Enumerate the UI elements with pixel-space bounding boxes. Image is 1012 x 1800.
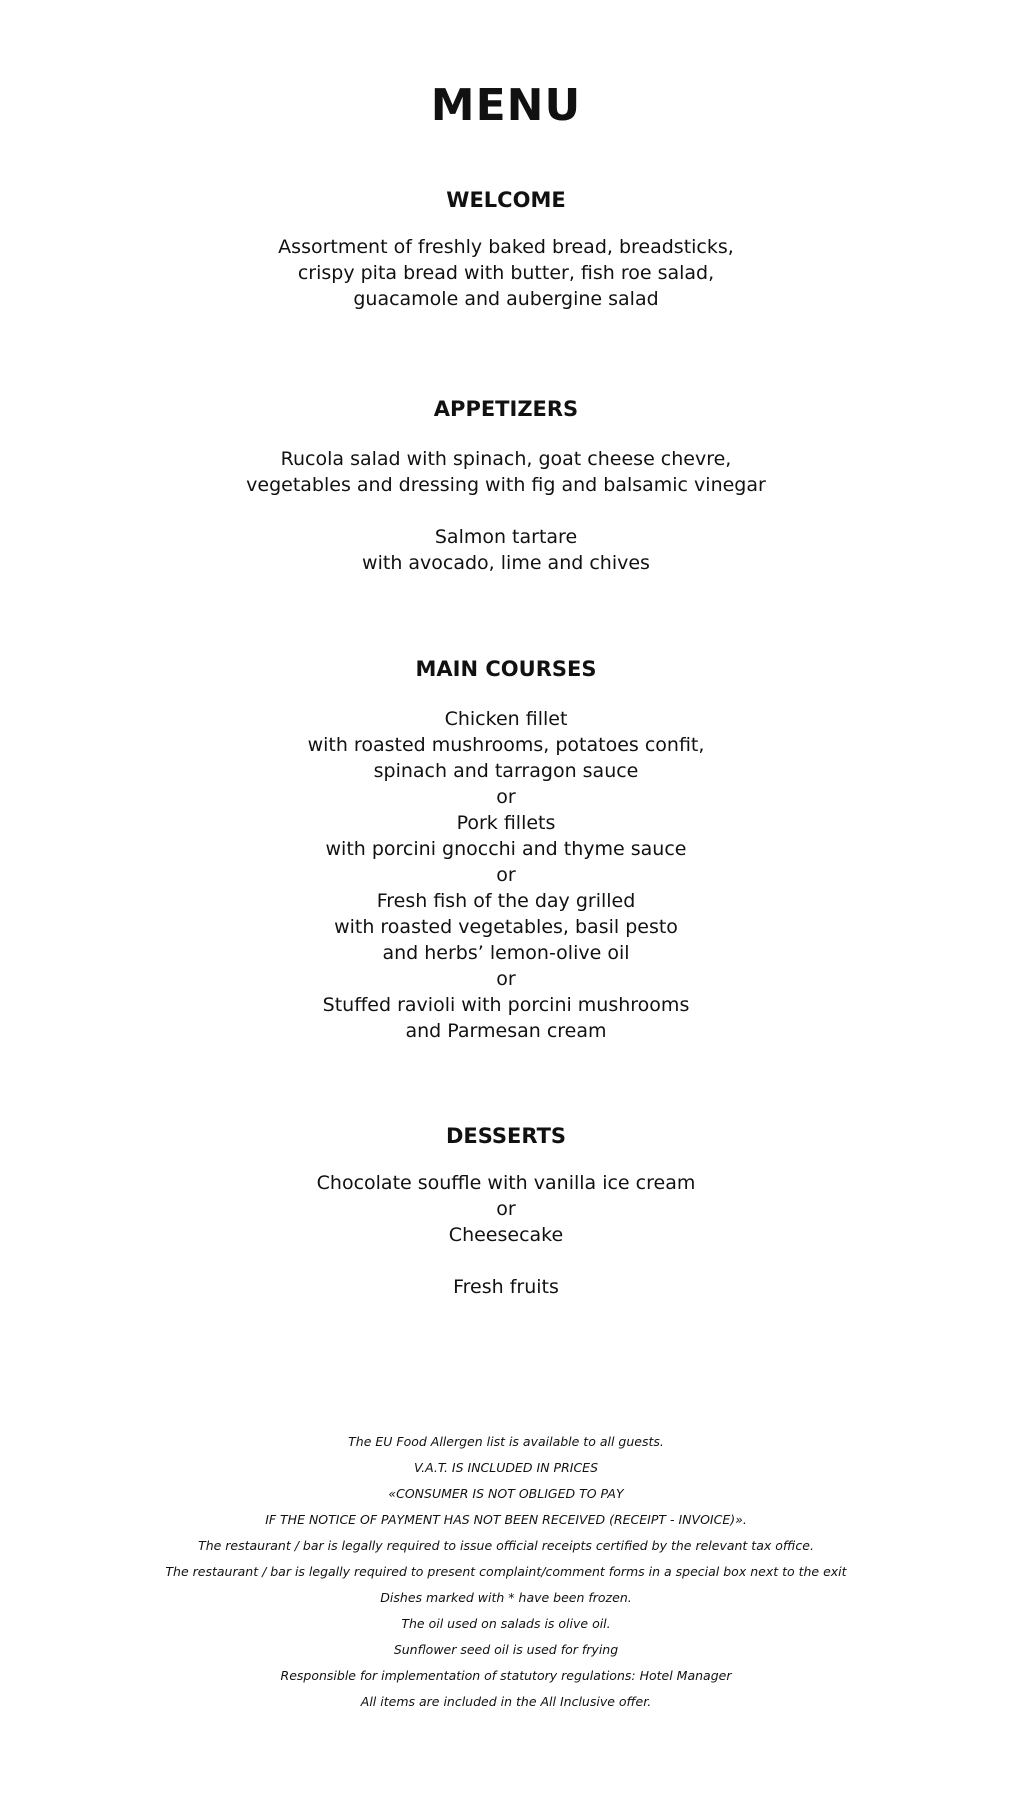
dessert-line: or bbox=[496, 1198, 516, 1220]
main-course-line: with roasted vegetables, basil pesto bbox=[334, 916, 678, 938]
desserts-heading: DESSERTS bbox=[445, 1124, 567, 1148]
welcome-description bbox=[0, 234, 1012, 312]
footer-note: The oil used on salads is olive oil. bbox=[401, 1616, 611, 1631]
legal-footer bbox=[0, 1429, 1012, 1715]
main-course-line: Stuffed ravioli with porcini mushrooms bbox=[322, 994, 690, 1016]
appetizer-item bbox=[0, 446, 1012, 498]
main-courses-section bbox=[0, 655, 1012, 1044]
appetizer-line: Rucola salad with spinach, goat cheese chevre, bbox=[280, 448, 732, 470]
appetizers-heading: APPETIZERS bbox=[433, 397, 579, 421]
appetizer-line: with avocado, lime and chives bbox=[362, 552, 650, 574]
main-course-line: with porcini gnocchi and thyme sauce bbox=[325, 838, 687, 860]
main-course-line: with roasted mushrooms, potatoes confit, bbox=[307, 734, 705, 756]
footer-note: IF THE NOTICE OF PAYMENT HAS NOT BEEN RECEIVED (RECEIPT - INVOICE)». bbox=[265, 1512, 747, 1527]
footer-note: Sunflower seed oil is used for frying bbox=[393, 1642, 619, 1657]
footer-note: The restaurant / bar is legally required to present complaint/comment forms in a special box next to the exit bbox=[165, 1564, 847, 1579]
footer-note: Responsible for implementation of statutory regulations: Hotel Manager bbox=[280, 1668, 732, 1683]
footer-note: All items are included in the All Inclusive offer. bbox=[360, 1694, 652, 1709]
footer-note: The restaurant / bar is legally required to issue official receipts certified by the relevant tax office. bbox=[198, 1538, 814, 1553]
footer-note: Dishes marked with * have been frozen. bbox=[380, 1590, 632, 1605]
dessert-line: Fresh fruits bbox=[453, 1276, 559, 1298]
main-course-line: or bbox=[496, 968, 516, 990]
appetizers-section bbox=[0, 395, 1012, 576]
main-course-line: or bbox=[496, 786, 516, 808]
welcome-line: guacamole and aubergine salad bbox=[353, 288, 659, 310]
main-course-line: Chicken fillet bbox=[444, 708, 568, 730]
main-course-line: Pork fillets bbox=[456, 812, 556, 834]
dessert-item bbox=[0, 1170, 1012, 1248]
appetizer-item bbox=[0, 524, 1012, 576]
welcome-line: crispy pita bread with butter, fish roe salad, bbox=[297, 262, 715, 284]
appetizer-line: Salmon tartare bbox=[434, 526, 578, 548]
desserts-section bbox=[0, 1122, 1012, 1300]
main-course-line: and herbs’ lemon-olive oil bbox=[382, 942, 630, 964]
appetizer-line: vegetables and dressing with fig and balsamic vinegar bbox=[246, 474, 766, 496]
dessert-line: Cheesecake bbox=[448, 1224, 564, 1246]
welcome-line: Assortment of freshly baked bread, breadsticks, bbox=[278, 236, 734, 258]
footer-note: «CONSUMER IS NOT OBLIGED TO PAY bbox=[388, 1486, 624, 1501]
welcome-section bbox=[0, 186, 1012, 312]
dessert-line: Chocolate souffle with vanilla ice cream bbox=[316, 1172, 696, 1194]
footer-note: The EU Food Allergen list is available to all guests. bbox=[348, 1434, 664, 1449]
welcome-heading: WELCOME bbox=[446, 188, 566, 212]
footer-note: V.A.T. IS INCLUDED IN PRICES bbox=[413, 1460, 599, 1475]
main-course-line: Fresh fish of the day grilled bbox=[376, 890, 636, 912]
main-course-line: and Parmesan cream bbox=[405, 1020, 607, 1042]
main-course-line: spinach and tarragon sauce bbox=[373, 760, 639, 782]
main-courses-heading: MAIN COURSES bbox=[415, 657, 597, 681]
main-courses-list bbox=[0, 706, 1012, 1044]
menu-title: MENU bbox=[430, 80, 582, 131]
dessert-item bbox=[0, 1274, 1012, 1300]
main-course-line: or bbox=[496, 864, 516, 886]
